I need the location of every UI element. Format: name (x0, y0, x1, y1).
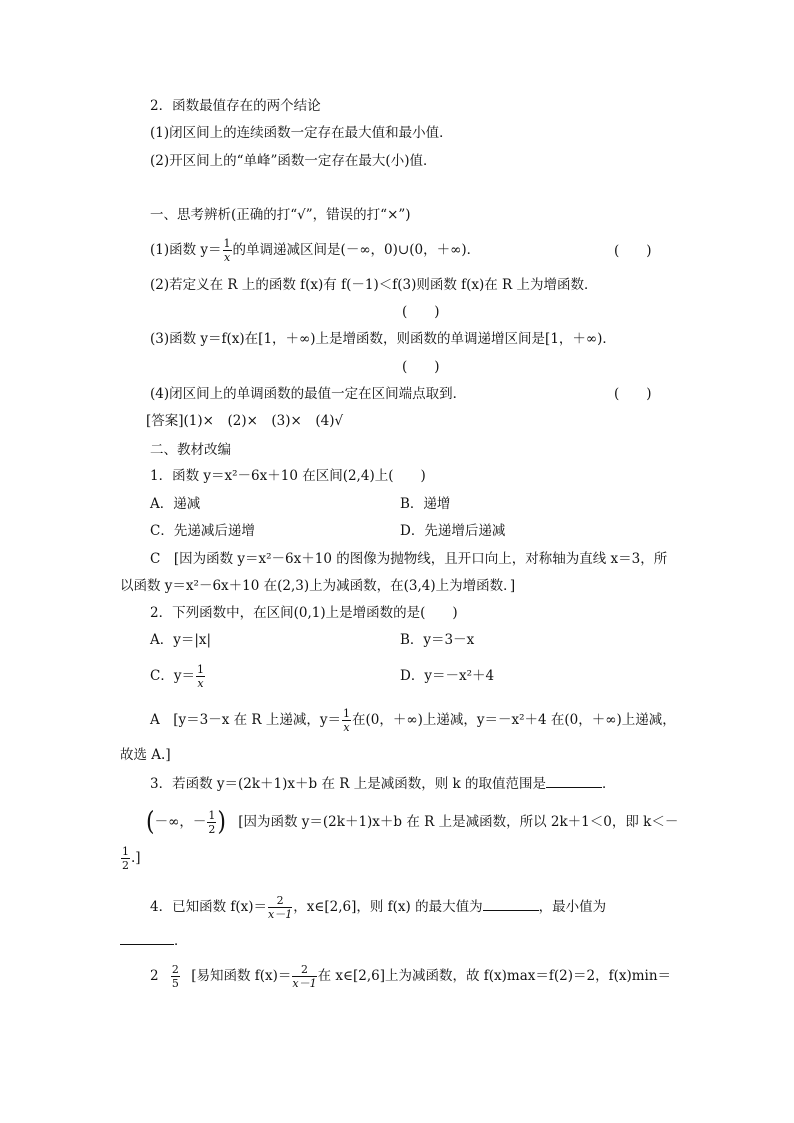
q3-stem (150, 774, 615, 794)
q1-option-a: A．递减 (150, 496, 201, 512)
q4-solution-post: 在 x∈[2,6]上为减函数，故 f(x)max＝f(2)＝2，f(x)min＝ (317, 968, 672, 984)
think-item-4-paren: ( ) (614, 386, 652, 402)
think-item-2-paren: ( ) (402, 304, 440, 320)
q2-option-c (150, 664, 206, 689)
q1-option-c: C．先递减后递增 (150, 523, 255, 539)
q2-solution-line-2: 故选 A.] (120, 747, 171, 763)
q4-max-blank (483, 898, 539, 911)
q4-solution-pre: [易知函数 f(x)＝ (191, 968, 292, 984)
think-item-4: (4)闭区间上的单调函数的最值一定在区间端点取到． (150, 386, 467, 402)
q2-option-d: D．y＝－x²＋4 (400, 668, 495, 684)
q4-solution-line (150, 964, 671, 989)
think-item-1-pre: (1)函数 y＝ (150, 242, 222, 258)
q4-stem-line-2 (120, 931, 188, 951)
q2-solution-line-1 (150, 708, 676, 733)
q3-stem-text: 3．若函数 y＝(2k＋1)x＋b 在 R 上是减函数，则 k 的取值范围是 (150, 776, 546, 792)
section-2-title: 2．函数最值存在的两个结论 (150, 98, 321, 114)
q3-stem-end: ． (601, 776, 616, 792)
q3-solution-end: .] (131, 850, 141, 866)
q1-solution-line-1: C [因为函数 y＝x²－6x＋10 的图像为抛物线，且开口向上，对称轴为直线 x＝3，所 (150, 551, 668, 567)
q1-solution-line-2: 以函数 y＝x²－6x＋10 在(2,3)上为减函数，在(3,4)上为增函数．] (120, 578, 516, 594)
conclusion-2: (2)开区间上的“单峰”函数一定存在最大(小)值． (150, 153, 437, 169)
think-answer: [答案](1)× (2)× (3)× (4)√ (146, 413, 344, 429)
q2-solution-post: 在(0，＋∞)上递减，y＝－x²＋4 在(0，＋∞)上递减， (352, 712, 676, 728)
q3-answer-pre: －∞，－ (154, 814, 207, 830)
q2-option-c-pre: C．y＝ (150, 668, 195, 684)
think-item-3-paren: ( ) (402, 359, 440, 375)
think-item-1-post: 的单调递减区间是(－∞，0)∪(0，＋∞)． (232, 242, 481, 258)
q4-end: ． (174, 933, 188, 949)
fraction: $\frac{2}{5}$ (171, 963, 179, 990)
textbook-title: 二、教材改编 (150, 442, 231, 458)
fraction: $\frac{1}{x}$ (223, 237, 231, 264)
fraction: $\frac{1}{2}$ (122, 845, 129, 872)
q3-solution-line-2 (120, 846, 141, 871)
q4-min-blank (120, 932, 174, 945)
fraction: $\frac{1}{x}$ (196, 663, 204, 690)
think-title: 一、思考辨析(正确的打“√”，错误的打“×”) (150, 207, 411, 223)
q2-option-b: B．y＝3－x (400, 632, 475, 648)
q3-solution-text: [因为函数 y＝(2k＋1)x＋b 在 R 上是减函数，所以 2k＋1＜0，即 k＜－ (238, 814, 679, 830)
q4-mid: ，x∈[2,6]，则 f(x) 的最大值为 (293, 899, 483, 915)
think-item-3: (3)函数 y＝f(x)在[1，＋∞)上是增函数，则函数的单调递增区间是[1，＋∞)． (150, 331, 616, 347)
fraction: $\frac{1}{x}$ (343, 707, 351, 734)
q3-answer-blank (546, 775, 602, 788)
conclusion-1: (1)闭区间上的连续函数一定存在最大值和最小值． (150, 125, 453, 141)
paren-left: ( (146, 806, 155, 837)
q1-option-d: D．先递增后递减 (400, 523, 506, 539)
q1-option-b: B．递增 (400, 496, 451, 512)
paren-right: ) (217, 806, 226, 837)
fraction: $\frac{2}{x-1}$ (292, 963, 317, 990)
think-item-1-paren: ( ) (614, 243, 652, 259)
fraction: $\frac{2}{x-1}$ (268, 894, 293, 921)
q2-solution-pre: A [y＝3－x 在 R 上递减，y＝ (150, 712, 342, 728)
q1-stem: 1．函数 y＝x²－6x＋10 在区间(2,4)上( ) (150, 468, 426, 484)
q3-solution-line-1 (146, 806, 679, 837)
q4-pre: 4．已知函数 f(x)＝ (150, 899, 268, 915)
q2-option-a: A．y＝|x| (150, 632, 212, 648)
q4-answer-max: 2 (150, 968, 159, 984)
think-item-2: (2)若定义在 R 上的函数 f(x)有 f(－1)＜f(3)则函数 f(x)在 R 上为增函数． (150, 277, 598, 293)
q2-stem: 2．下列函数中，在区间(0,1)上是增函数的是( ) (150, 605, 458, 621)
q4-mid2: ，最小值为 (538, 899, 607, 915)
fraction: $\frac{1}{2}$ (208, 809, 216, 836)
q4-stem-line-1 (150, 895, 606, 920)
think-item-1 (150, 238, 480, 263)
